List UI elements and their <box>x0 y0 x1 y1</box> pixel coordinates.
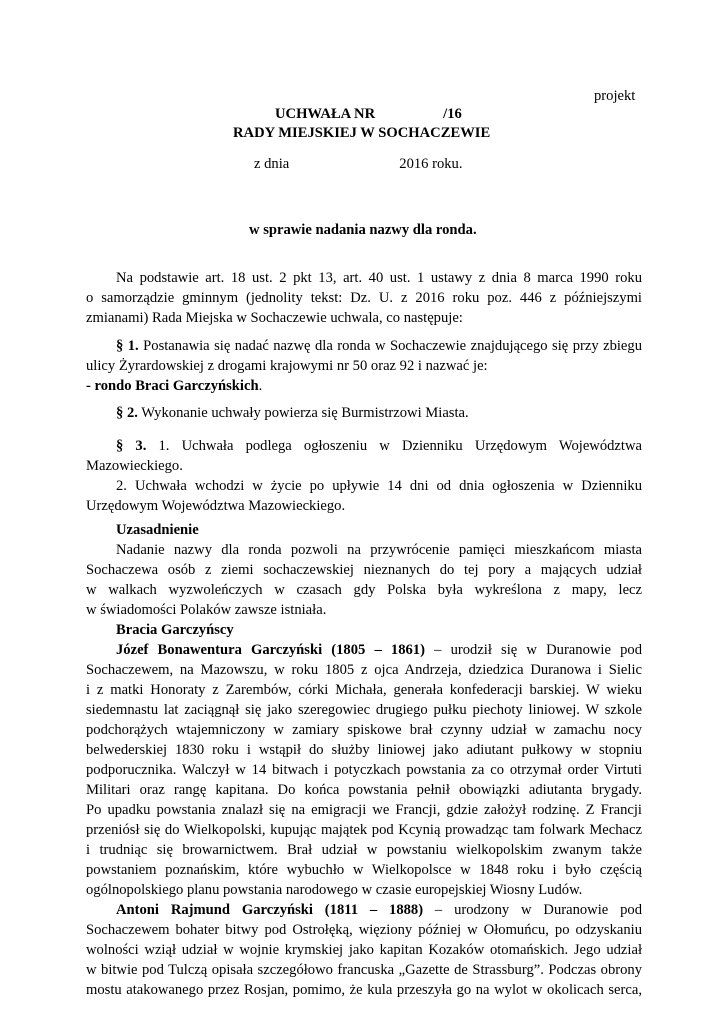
paragraph-3-label: § 3. <box>116 438 147 454</box>
date-year: 2016 roku. <box>399 156 463 172</box>
paragraph-2-text: Wykonanie uchwały powierza się Burmistrzowi Miasta. <box>137 405 469 421</box>
antoni-line: Sochaczewem bohater bitwy pod Ostrołęką, więziony później w Ołomuńcu, po odzyskaniu <box>86 922 642 938</box>
antoni-name: Antoni Rajmund Garczyński (1811 – 1888) <box>116 902 424 918</box>
paragraph-2-line <box>86 403 642 423</box>
paragraph-1-label: § 1. <box>116 338 139 354</box>
paragraph-3-line: 2. Uchwała wchodzi w życie po upływie 14 dni od dnia ogłoszenia w Dzienniku <box>116 478 642 494</box>
antoni-intro-line <box>86 900 642 920</box>
draft-label: projekt <box>594 88 636 104</box>
jozef-line: Sochaczewem, na Mazowszu, w roku 1805 z ojca Andrzeja, dziedzica Duranowa i Sielic <box>86 662 642 678</box>
roundabout-name: - rondo Braci Garczyńskich <box>86 378 259 394</box>
preamble-line: Na podstawie art. 18 ust. 2 pkt 13, art. 40 ust. 1 ustawy z dnia 8 marca 1990 roku <box>116 270 642 286</box>
jozef-intro-text: – urodził się w Duranowie pod <box>424 642 642 658</box>
paragraph-3-line: Urzędowym Województwa Mazowieckiego. <box>86 498 346 514</box>
jozef-line: ogólnopolskiego planu powstania narodowego w czasie europejskiej Wiosny Ludów. <box>86 882 583 898</box>
resolution-number-suffix: /16 <box>443 106 462 122</box>
resolution-subject: w sprawie nadania nazwy dla ronda. <box>249 222 477 238</box>
paragraph-3-text: 1. Uchwała podlega ogłoszeniu w Dzienniku Urzędowym Województwa <box>146 438 642 454</box>
antoni-line: wolności wziął udział w wojnie krymskiej jako kapitan Kozaków otomańskich. Jego udział <box>86 942 642 958</box>
paragraph-2 <box>86 403 642 423</box>
antoni-line: mostu atakowanego przez Rosjan, pomimo, że kula przeszyła go na wylot w okolicach serca, <box>86 982 642 998</box>
paragraph-2-label: § 2. <box>116 405 138 421</box>
preamble <box>86 268 642 328</box>
paragraph-1-text: Postanawia się nadać nazwę dla ronda w Sochaczewie znajdującego się przy zbiegu <box>138 338 642 354</box>
jozef-line: przeniósł się do Wielkopolski, kupując majątek pod Kcynią prowadząc tam folwark Mechacz <box>86 822 642 838</box>
paragraph-1-line <box>86 376 642 396</box>
jozef-line: podporucznika. Walczył w 14 bitwach i potyczkach powstania za co otrzymał order Virtuti <box>86 762 642 778</box>
preamble-line: o samorządzie gminnym (jednolity tekst: Dz. U. z 2016 roku poz. 446 z późniejszymi <box>86 290 642 306</box>
paragraph-3 <box>86 436 642 516</box>
justification-heading: Uzasadnienie <box>116 522 199 538</box>
justification-line: Nadanie nazwy dla ronda pozwoli na przywrócenie pamięci mieszkańcom miasta <box>116 542 642 558</box>
jozef-name: Józef Bonawentura Garczyński (1805 – 1861) <box>116 642 425 658</box>
jozef-line: Militari oraz rangę kapitana. Do końca powstania pełnił obowiązki adiutanta brygady. <box>86 782 642 798</box>
jozef-line: powstaniem poznańskim, które wybuchło w Wielkopolsce w 1848 roku i było częścią <box>86 862 642 878</box>
paragraph-1-line: ulicy Żyrardowskiej z drogami krajowymi nr 50 oraz 92 i nazwać je: <box>86 358 488 374</box>
jozef-line: Po upadku powstania znalazł się na emigracji we Francji, gdzie założył rodzinę. Z Francji <box>86 802 642 818</box>
justification <box>86 520 642 1000</box>
jozef-line: i z matki Honoraty z Zarembów, córki Michała, generała konfederacji barskiej. W wieku <box>86 682 642 698</box>
justification-line: w świadomości Polaków zawsze istniała. <box>86 602 327 618</box>
resolution-date <box>254 154 463 174</box>
justification-line: w walkach wyzwoleńczych w czasach gdy Polska była wykreślona z mapy, lecz <box>86 582 642 598</box>
antoni-line: w bitwie pod Tulczą opisała szczegółowo francuska „Gazette de Strassburg”. Podczas obrony <box>86 962 642 978</box>
antoni-intro-text: – urodzony w Duranowie pod <box>423 902 642 918</box>
jozef-line: siedemnastu lat zaciągnął się jako szeregowiec drugiego pułku piechoty liniowej. W szkole <box>86 702 642 718</box>
date-prefix: z dnia <box>254 156 290 172</box>
jozef-line: podchorążych wtajemniczony w zamiary spiskowe brał czynny udział w zamachu nocy <box>86 722 642 738</box>
justification-line: Sochaczewa osób z ziemi sochaczewskiej nieznanych do tej pory a mających udział <box>86 562 642 578</box>
preamble-line: zmianami) Rada Miejska w Sochaczewie uchwala, co następuje: <box>86 310 463 326</box>
resolution-title-prefix: UCHWAŁA NR <box>275 106 376 122</box>
paragraph-3-line <box>86 436 642 456</box>
resolution-title-number <box>275 104 462 124</box>
paragraph-3-line: Mazowieckiego. <box>86 458 183 474</box>
paragraph-1 <box>86 336 642 396</box>
brothers-heading: Bracia Garczyńscy <box>116 622 234 638</box>
roundabout-name-end: . <box>258 378 263 394</box>
jozef-intro-line <box>86 640 642 660</box>
jozef-line: i trudniąc się browarnictwem. Brał udział w powstaniu wielkopolskim zwanym także <box>86 842 642 858</box>
jozef-line: belwederskiej 1830 roku i wstąpił do służby liniowej jako adiutant pułkowy w stopniu <box>86 742 642 758</box>
council-name: RADY MIEJSKIEJ W SOCHACZEWIE <box>233 125 491 141</box>
paragraph-1-line <box>86 336 642 356</box>
